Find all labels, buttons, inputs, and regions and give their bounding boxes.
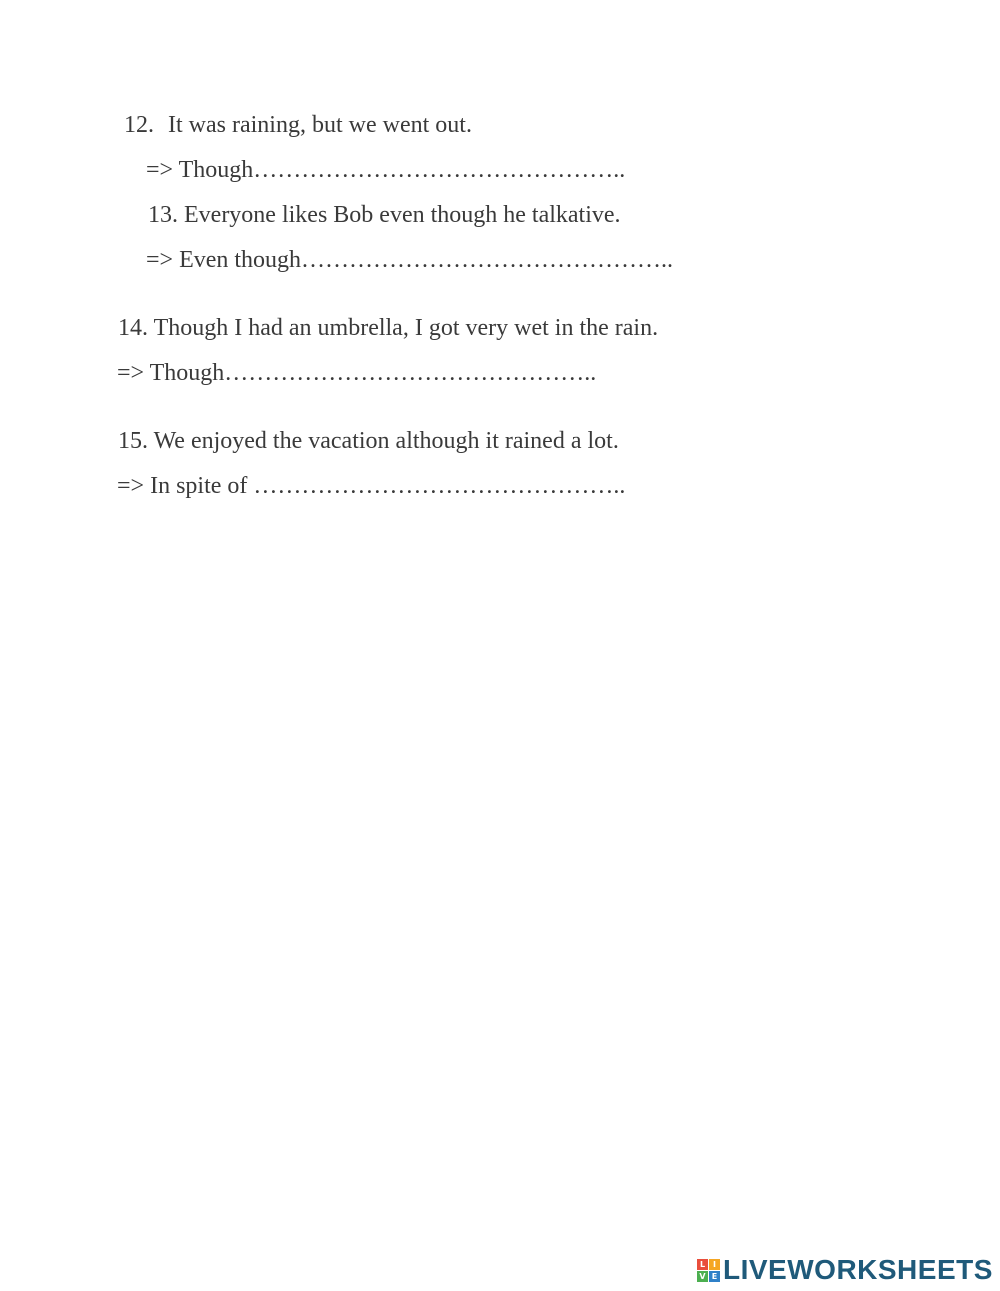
- exercise-14-sentence: [118, 313, 658, 343]
- exercise-sentence: Everyone likes Bob even though he talkative.: [184, 202, 621, 228]
- exercise-sentence: It was raining, but we went out.: [168, 112, 472, 138]
- exercise-sentence: We enjoyed the vacation although it rained a lot.: [153, 428, 619, 454]
- logo-block-e: E: [709, 1271, 720, 1282]
- exercise-number: 15.: [118, 428, 148, 454]
- exercise-13-answer-prompt[interactable]: => Even though………………………………………..: [146, 247, 674, 273]
- exercise-13-sentence: [148, 200, 621, 230]
- exercise-number: 13.: [148, 202, 178, 228]
- logo-blocks-icon: [697, 1259, 720, 1282]
- exercise-15-answer-prompt[interactable]: => In spite of ………………………………………..: [117, 473, 626, 499]
- logo-block-v: V: [697, 1271, 708, 1282]
- exercise-sentence: Though I had an umbrella, I got very wet in the rain.: [153, 315, 659, 341]
- exercise-15-sentence: [118, 426, 619, 456]
- exercise-number: 12.: [124, 112, 154, 138]
- exercise-number: 14.: [118, 315, 148, 341]
- exercise-12-answer-prompt[interactable]: => Though………………………………………..: [146, 157, 626, 183]
- logo-text: LIVEWORKSHEETS: [723, 1254, 993, 1285]
- liveworksheets-logo[interactable]: [697, 1254, 993, 1286]
- logo-block-i: I: [709, 1259, 720, 1270]
- exercise-12-sentence: [124, 110, 472, 140]
- exercise-14-answer-prompt[interactable]: => Though………………………………………..: [117, 360, 597, 386]
- logo-block-l: L: [697, 1259, 708, 1270]
